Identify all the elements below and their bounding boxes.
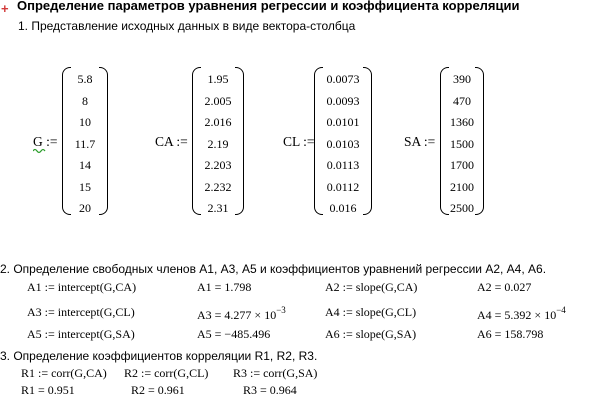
a4-result-base: A4 = 5.392 × 10 bbox=[477, 308, 557, 322]
vector-cell: 1500 bbox=[450, 136, 474, 151]
right-bracket bbox=[475, 67, 484, 215]
step-3-heading: 3. Определение коэффициентов корреляции R1, R2, R3. bbox=[0, 349, 318, 363]
vector-cell: 8 bbox=[82, 93, 88, 108]
vector-sa-label[interactable] bbox=[404, 134, 435, 150]
vector-cell: 1700 bbox=[450, 158, 474, 172]
vector-sa-assign: := bbox=[423, 134, 436, 149]
vector-cell: 0.0103 bbox=[326, 136, 360, 151]
vector-cell: 0.0073 bbox=[326, 72, 360, 86]
vector-cell: 2500 bbox=[450, 201, 474, 215]
vector-cell: 1360 bbox=[450, 115, 474, 129]
vector-cell: 0.0093 bbox=[326, 93, 360, 108]
a3-result[interactable] bbox=[197, 305, 286, 323]
vector-cell: 10 bbox=[79, 115, 91, 129]
vector-cell: 2.005 bbox=[204, 93, 232, 108]
vector-cl-name: CL bbox=[283, 134, 300, 149]
vector-cell: 2.31 bbox=[207, 201, 229, 215]
a6-definition[interactable]: A6 := slope(G,SA) bbox=[325, 327, 417, 341]
vector-cell: 2.19 bbox=[207, 136, 229, 151]
a3-result-exponent: −3 bbox=[276, 305, 286, 315]
vector-ca-label[interactable] bbox=[155, 134, 188, 150]
a5-definition[interactable]: A5 := intercept(G,SA) bbox=[27, 327, 135, 341]
vector-cell: 2100 bbox=[450, 179, 474, 194]
vector-cell: 470 bbox=[453, 93, 471, 108]
a1-definition[interactable]: A1 := intercept(G,CA) bbox=[27, 280, 137, 294]
vector-cell: 20 bbox=[79, 201, 91, 215]
step-2-heading: 2. Определение свободных членов А1, А3, А5 и коэффициентов уравнений регрессии А2, А4, А6. bbox=[0, 262, 547, 276]
a1-result[interactable]: A1 = 1.798 bbox=[197, 280, 252, 294]
vector-g-matrix[interactable] bbox=[62, 67, 108, 215]
vector-cell: 0.0113 bbox=[326, 158, 360, 172]
a6-result[interactable]: A6 = 158.798 bbox=[477, 327, 544, 341]
a4-definition[interactable]: A4 := slope(G,CL) bbox=[325, 305, 417, 319]
vector-cell: 11.7 bbox=[74, 136, 96, 151]
vector-g-name: G bbox=[33, 134, 43, 149]
a3-result-base: A3 = 4.277 × 10 bbox=[197, 308, 277, 322]
vector-cell: 0.016 bbox=[329, 201, 357, 215]
vector-cell: 5.8 bbox=[77, 72, 93, 86]
vector-cell: 15 bbox=[79, 179, 91, 194]
plus-cursor-icon: + bbox=[1, 1, 9, 16]
r1-result[interactable]: R1 = 0.951 bbox=[21, 383, 75, 397]
a5-result[interactable]: A5 = −485.496 bbox=[197, 327, 271, 341]
vector-cell: 2.232 bbox=[204, 179, 232, 194]
vector-g-assign: := bbox=[46, 134, 58, 149]
right-bracket bbox=[99, 67, 108, 215]
r3-result[interactable]: R3 = 0.964 bbox=[243, 383, 297, 397]
a4-result[interactable] bbox=[477, 305, 566, 323]
a2-definition[interactable]: A2 := slope(G,CA) bbox=[325, 280, 418, 294]
r3-definition[interactable]: R3 := corr(G,SA) bbox=[233, 366, 318, 380]
vector-cell: 2.016 bbox=[204, 115, 232, 129]
vector-cell: 2.203 bbox=[204, 158, 232, 172]
vector-cell: 0.0112 bbox=[326, 179, 360, 194]
r2-definition[interactable]: R2 := corr(G,CL) bbox=[124, 366, 209, 380]
a4-result-exponent: −4 bbox=[556, 305, 566, 315]
page-title: Определение параметров уравнения регрессии и коэффициента корреляции bbox=[17, 0, 520, 13]
vector-ca-matrix[interactable] bbox=[192, 67, 244, 215]
vector-ca-assign: := bbox=[176, 134, 188, 149]
vector-ca-name: CA bbox=[155, 134, 174, 149]
right-bracket bbox=[363, 67, 372, 215]
r1-definition[interactable]: R1 := corr(G,CA) bbox=[21, 366, 107, 380]
r2-result[interactable]: R2 = 0.961 bbox=[131, 383, 185, 397]
green-underline-icon bbox=[33, 148, 47, 154]
vector-cl-assign: := bbox=[303, 134, 315, 149]
vector-cell: 14 bbox=[79, 158, 91, 172]
vector-cl-label[interactable] bbox=[283, 134, 315, 150]
vector-cell: 1.95 bbox=[207, 72, 229, 86]
vector-cell: 0.0101 bbox=[326, 115, 360, 129]
vector-sa-matrix[interactable] bbox=[440, 67, 484, 215]
vector-cl-matrix[interactable] bbox=[314, 67, 372, 215]
a3-definition[interactable]: A3 := intercept(G,CL) bbox=[27, 305, 135, 319]
a2-result[interactable]: A2 = 0.027 bbox=[477, 280, 532, 294]
step-1-heading: 1. Представление исходных данных в виде вектора-столбца bbox=[18, 19, 356, 33]
right-bracket bbox=[235, 67, 244, 215]
vector-sa-name: SA bbox=[404, 134, 421, 149]
vector-cell: 390 bbox=[453, 72, 471, 86]
